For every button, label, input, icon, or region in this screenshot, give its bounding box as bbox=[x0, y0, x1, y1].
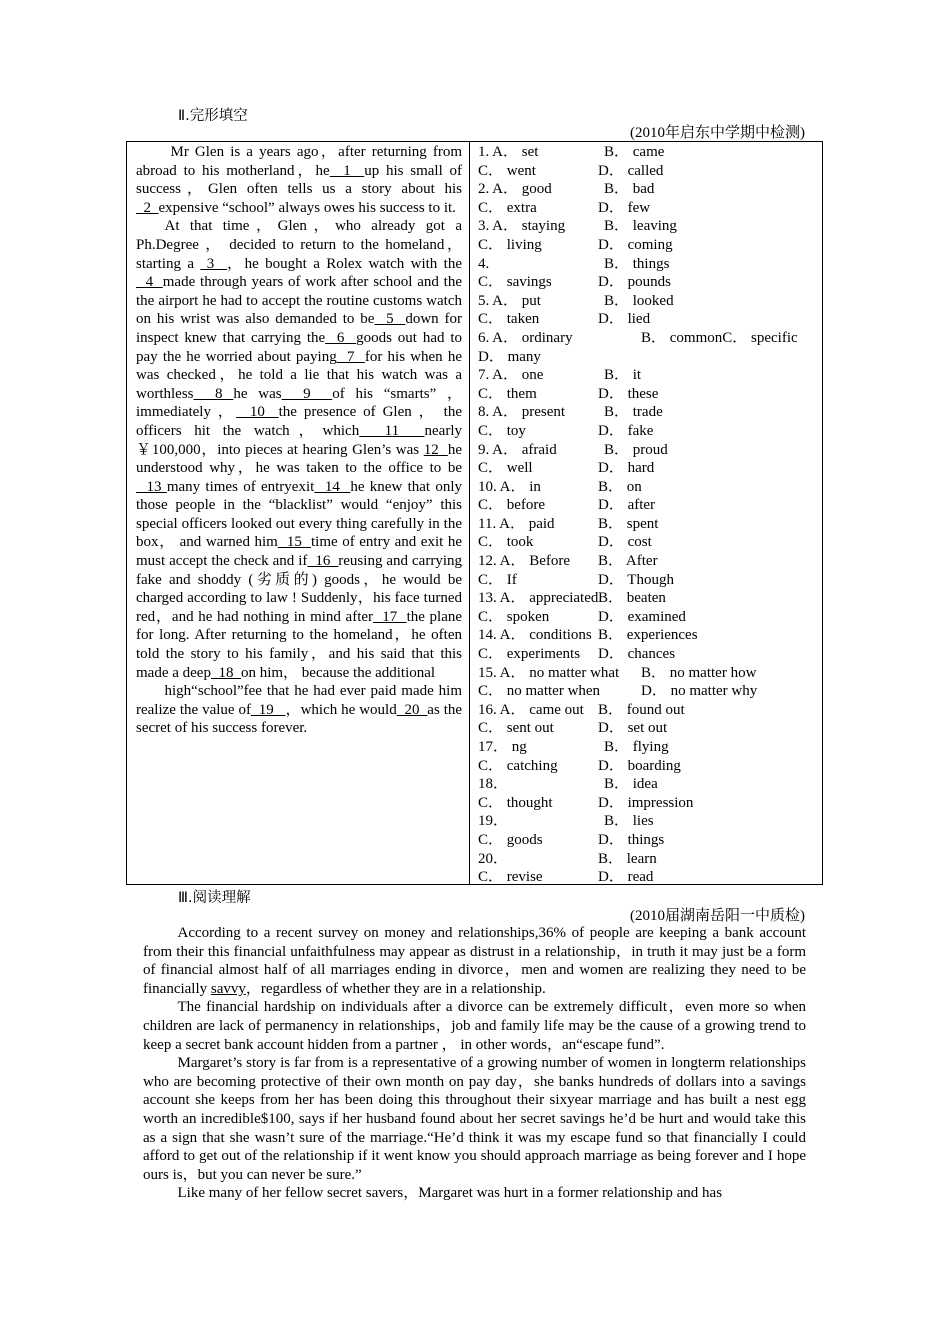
option-row bbox=[478, 608, 818, 627]
option-right: B． lies bbox=[604, 813, 654, 830]
option-row bbox=[478, 459, 818, 478]
passage-text: time of entry and exit he must accept the check and if bbox=[136, 534, 463, 570]
section-title-cloze: Ⅱ.完形填空 bbox=[178, 108, 248, 124]
option-right: D． hard bbox=[598, 460, 655, 477]
option-left: C． taken bbox=[478, 311, 540, 328]
cloze-blank: 9 bbox=[281, 385, 333, 402]
option-row bbox=[478, 217, 818, 236]
option-left: C． went bbox=[478, 162, 536, 179]
option-row bbox=[478, 366, 818, 385]
option-row bbox=[478, 199, 818, 218]
reading-paragraph bbox=[143, 1184, 806, 1203]
option-row bbox=[478, 812, 818, 831]
cloze-blank: 13 bbox=[136, 478, 167, 495]
option-row bbox=[478, 682, 818, 701]
option-row bbox=[478, 533, 818, 552]
option-left: C． If bbox=[478, 571, 517, 588]
option-left: 11. A． paid bbox=[478, 515, 555, 532]
option-row bbox=[478, 403, 818, 422]
reading-text: According to a recent survey on money and relationships,36% of people are keeping a bank account from their this financial unfaithfulness may appear as distrust in a relationship，in truth it may just be a form of financial almost half of all marriages ending in divorce，men and women are realizing they need to be financially bbox=[143, 925, 806, 997]
passage-text: of his “smarts” ， immediately ， bbox=[136, 385, 463, 421]
option-row bbox=[478, 589, 818, 608]
option-row bbox=[478, 664, 818, 683]
option-row bbox=[478, 515, 818, 534]
option-right: B． things bbox=[604, 255, 670, 272]
option-left: 19． bbox=[478, 813, 509, 830]
reading-paragraph bbox=[143, 1054, 806, 1184]
passage-text: Mr Glen is a years ago，after returning from abroad to his motherland，he bbox=[136, 144, 462, 179]
table-divider bbox=[469, 142, 470, 884]
option-left: 3. A． staying bbox=[478, 218, 566, 235]
option-right: B． came bbox=[604, 144, 665, 160]
option-left: 4. bbox=[478, 255, 490, 272]
option-right: B． no matter how bbox=[641, 664, 757, 681]
reading-passage bbox=[143, 924, 806, 1203]
option-right: D． read bbox=[598, 869, 654, 886]
passage-text: as the secret of his success forever. bbox=[136, 701, 463, 737]
option-row bbox=[478, 273, 818, 292]
passage-text: made through years of work after school and the the airport he had to accept the routine customs watch on his wrist was also demanded to be bbox=[136, 274, 462, 328]
cloze-blank: 14 bbox=[314, 478, 351, 495]
cloze-blank: 3 bbox=[200, 255, 228, 272]
option-left: C． catching bbox=[478, 757, 558, 774]
option-right: D． Though bbox=[598, 571, 674, 588]
option-row bbox=[478, 738, 818, 757]
option-left: C． no matter when bbox=[478, 683, 601, 700]
option-left: 7. A． one bbox=[478, 367, 544, 384]
option-right: B． on bbox=[598, 478, 642, 495]
option-right: B． experiences bbox=[598, 627, 698, 644]
option-row bbox=[478, 552, 818, 571]
cloze-blank: 17 bbox=[373, 608, 407, 625]
option-left: C． revise bbox=[478, 869, 543, 886]
option-left: 12. A． Before bbox=[478, 553, 571, 570]
option-left: C． took bbox=[478, 534, 534, 551]
option-row bbox=[478, 162, 818, 181]
reading-paragraph bbox=[143, 924, 806, 998]
reading-paragraph bbox=[143, 998, 806, 1054]
option-left: C． sent out bbox=[478, 720, 554, 737]
option-left: C． toy bbox=[478, 422, 526, 439]
option-row bbox=[478, 478, 818, 497]
option-right: B． After bbox=[598, 553, 658, 570]
section-title-reading: Ⅲ.阅读理解 bbox=[178, 890, 251, 906]
option-right: B． it bbox=[604, 367, 642, 384]
reading-text: Margaret’s story is far from is a representative of a growing number of women in longterm relationships who are becoming protective of their own month on pay day，she banks hundreds of dollars into a savings account she keeps from her has been doing this throughout their sixyear marriage and has built a nest egg worth an incredible$100, says if her husband found about her secret savings he’d be hurt and would take this as a sign that she wasn’t sure of the marriage.“He’d think it was my escape fund so that financially I could afford to get out of the relationship if it went know you should approach marriage as being forever and I hope ours is，but you can never be sure.” bbox=[143, 1055, 806, 1183]
option-row bbox=[478, 645, 818, 664]
passage-text: many times of entryexit bbox=[166, 478, 315, 495]
option-right: D． after bbox=[598, 497, 656, 514]
option-left: 13. A． appreciated bbox=[478, 590, 599, 607]
passage-text: on him， because the additional bbox=[240, 664, 436, 681]
passage-text: for his when he was checked，he told a lie that his watch was a worthless bbox=[136, 348, 462, 402]
option-right: B． spent bbox=[598, 515, 659, 532]
cloze-blank: 19 bbox=[250, 701, 286, 718]
option-left: 5. A． put bbox=[478, 292, 541, 309]
section-source-cloze: (2010年启东中学期中检测) bbox=[630, 125, 805, 141]
cloze-blank: 1 bbox=[329, 162, 365, 179]
option-left: 15. A． no matter what bbox=[478, 664, 620, 681]
option-left: C． spoken bbox=[478, 608, 550, 625]
option-right: D． chances bbox=[598, 646, 676, 663]
passage-text: down for inspect knew that carrying the bbox=[136, 311, 463, 346]
section-source-reading: (2010届湖南岳阳一中质检) bbox=[630, 908, 805, 924]
option-row bbox=[478, 329, 818, 348]
option-right: B． idea bbox=[604, 776, 658, 793]
cloze-paragraph bbox=[136, 217, 462, 682]
option-right: B． leaving bbox=[604, 218, 677, 235]
cloze-blank: 20 bbox=[396, 701, 428, 718]
cloze-blank: 2 bbox=[136, 199, 159, 216]
option-right: B． learn bbox=[598, 850, 657, 867]
option-row bbox=[478, 701, 818, 720]
underlined-word: savvy bbox=[210, 980, 246, 997]
option-left: 9. A． afraid bbox=[478, 441, 557, 458]
option-row bbox=[478, 571, 818, 590]
option-row bbox=[478, 831, 818, 850]
option-left: 6. A． ordinary bbox=[478, 329, 573, 346]
option-row bbox=[478, 236, 818, 255]
option-row bbox=[478, 850, 818, 869]
cloze-paragraph bbox=[136, 682, 462, 738]
passage-text: he knew that only those people in the “blacklist” would “enjoy” this special officers looked out every thing carefully in the box， and warned him bbox=[136, 478, 463, 551]
option-left: 20． bbox=[478, 850, 509, 867]
option-row bbox=[478, 757, 818, 776]
cloze-blank: 16 bbox=[307, 553, 339, 570]
option-left: C． extra bbox=[478, 199, 537, 216]
option-right: B． looked bbox=[604, 292, 674, 309]
option-right: D． set out bbox=[598, 720, 668, 737]
option-right: D． impression bbox=[598, 794, 694, 811]
passage-text: goods out had to pay the he worried about paying bbox=[136, 329, 462, 365]
reading-text: The financial hardship on individuals after a divorce can be extremely difficult，even more so when children are lack of permanency in relationships，job and family life may be the cause of a growing trend to keep a secret bank account hidden from a partner ， in other words，an“escape fund”. bbox=[143, 999, 806, 1053]
option-row bbox=[478, 385, 818, 404]
option-row bbox=[478, 143, 818, 162]
passage-text: reusing and carrying fake and shoddy (劣质的) goods，he would be charged according to law ! Suddenly，his face turned red，and he had nothing in mind after bbox=[136, 553, 462, 625]
cloze-blank: 8 bbox=[193, 385, 234, 402]
reading-text: Like many of her fellow secret savers，Margaret was hurt in a former relationship and has bbox=[177, 1185, 723, 1202]
option-right: D． examined bbox=[598, 608, 686, 625]
cloze-blank: 5 bbox=[374, 311, 406, 328]
option-row bbox=[478, 719, 818, 738]
option-row bbox=[478, 441, 818, 460]
cloze-options bbox=[478, 143, 818, 887]
option-right: D． things bbox=[598, 831, 665, 848]
option-right: D． called bbox=[598, 162, 664, 179]
cloze-blank: 10 bbox=[236, 404, 279, 421]
option-right: D． lied bbox=[598, 311, 651, 328]
option-row bbox=[478, 496, 818, 515]
option-left: D． many bbox=[478, 348, 541, 365]
passage-text: expensive “school” always owes his success to it. bbox=[158, 199, 456, 216]
option-row bbox=[478, 255, 818, 274]
cloze-blank: 4 bbox=[136, 274, 163, 291]
option-right: D． coming bbox=[598, 236, 673, 253]
option-right: B． proud bbox=[604, 441, 668, 458]
passage-text: ，which he would bbox=[285, 701, 397, 718]
option-left: C． savings bbox=[478, 274, 552, 291]
option-row bbox=[478, 775, 818, 794]
option-row bbox=[478, 310, 818, 329]
passage-text: At that time，Glen，who already got a Ph.Degree ， decided to return to the homeland，starting a bbox=[136, 218, 462, 272]
option-right: D． boarding bbox=[598, 757, 681, 774]
option-left: C． before bbox=[478, 497, 546, 514]
option-left: 10. A． in bbox=[478, 478, 541, 495]
passage-text: he was bbox=[233, 385, 282, 402]
option-left: C． experiments bbox=[478, 646, 581, 663]
option-left: C． goods bbox=[478, 831, 543, 848]
option-row bbox=[478, 626, 818, 645]
option-row bbox=[478, 348, 818, 367]
cloze-blank: 18 bbox=[210, 664, 241, 681]
passage-text: he understood why，he was taken to the office to be bbox=[136, 441, 463, 477]
option-left: C． well bbox=[478, 460, 533, 477]
option-row bbox=[478, 292, 818, 311]
option-right: B． flying bbox=[604, 739, 669, 755]
passage-text: the presence of Glen ， the officers hit the watch，which bbox=[136, 404, 462, 439]
option-row bbox=[478, 422, 818, 441]
passage-text: up his small of success，Glen often tells us a story about his bbox=[136, 162, 462, 198]
option-left: 16. A． came out bbox=[478, 701, 584, 718]
option-right: B． commonC． specific bbox=[641, 329, 798, 346]
option-left: 14. A． conditions bbox=[478, 627, 592, 644]
cloze-passage bbox=[136, 143, 462, 738]
option-right: B． trade bbox=[604, 404, 663, 421]
option-left: 8. A． present bbox=[478, 404, 566, 421]
cloze-blank: 11 bbox=[359, 422, 425, 439]
cloze-blank: 12 bbox=[423, 441, 448, 458]
option-row bbox=[478, 180, 818, 199]
cloze-table bbox=[126, 141, 823, 885]
option-right: D． pounds bbox=[598, 274, 671, 291]
option-right: D． fake bbox=[598, 422, 654, 439]
cloze-paragraph bbox=[136, 143, 462, 217]
cloze-blank: 15 bbox=[277, 534, 312, 551]
option-right: D． these bbox=[598, 385, 659, 402]
option-left: 18． bbox=[478, 776, 509, 793]
passage-text: the plane for long. After returning to the homeland，he often told the story to his family，and his said that this made a deep bbox=[136, 608, 463, 681]
option-left: C． thought bbox=[478, 794, 553, 811]
option-row bbox=[478, 868, 818, 887]
cloze-blank: 7 bbox=[336, 348, 365, 365]
option-right: B． beaten bbox=[598, 590, 666, 607]
option-left: 2. A． good bbox=[478, 181, 552, 198]
option-right: B． bad bbox=[604, 181, 655, 198]
option-left: C． them bbox=[478, 385, 537, 402]
option-left: 17． ng bbox=[478, 739, 527, 755]
cloze-blank: 6 bbox=[325, 329, 357, 346]
option-left: 1. A． set bbox=[478, 144, 539, 160]
option-right: B． found out bbox=[598, 701, 685, 718]
option-right: D． no matter why bbox=[641, 683, 758, 700]
option-row bbox=[478, 794, 818, 813]
option-right: D． few bbox=[598, 199, 651, 216]
passage-text: nearly ￥100,000，into pieces at hearing Glen’s was bbox=[136, 422, 462, 458]
passage-text: high“school”fee that he had ever paid made him realize the value of bbox=[136, 683, 462, 718]
reading-text: ，regardless of whether they are in a relationship. bbox=[245, 980, 546, 997]
option-left: C． living bbox=[478, 236, 542, 253]
option-right: D． cost bbox=[598, 534, 652, 551]
passage-text: ，he bought a Rolex watch with the bbox=[227, 255, 463, 272]
